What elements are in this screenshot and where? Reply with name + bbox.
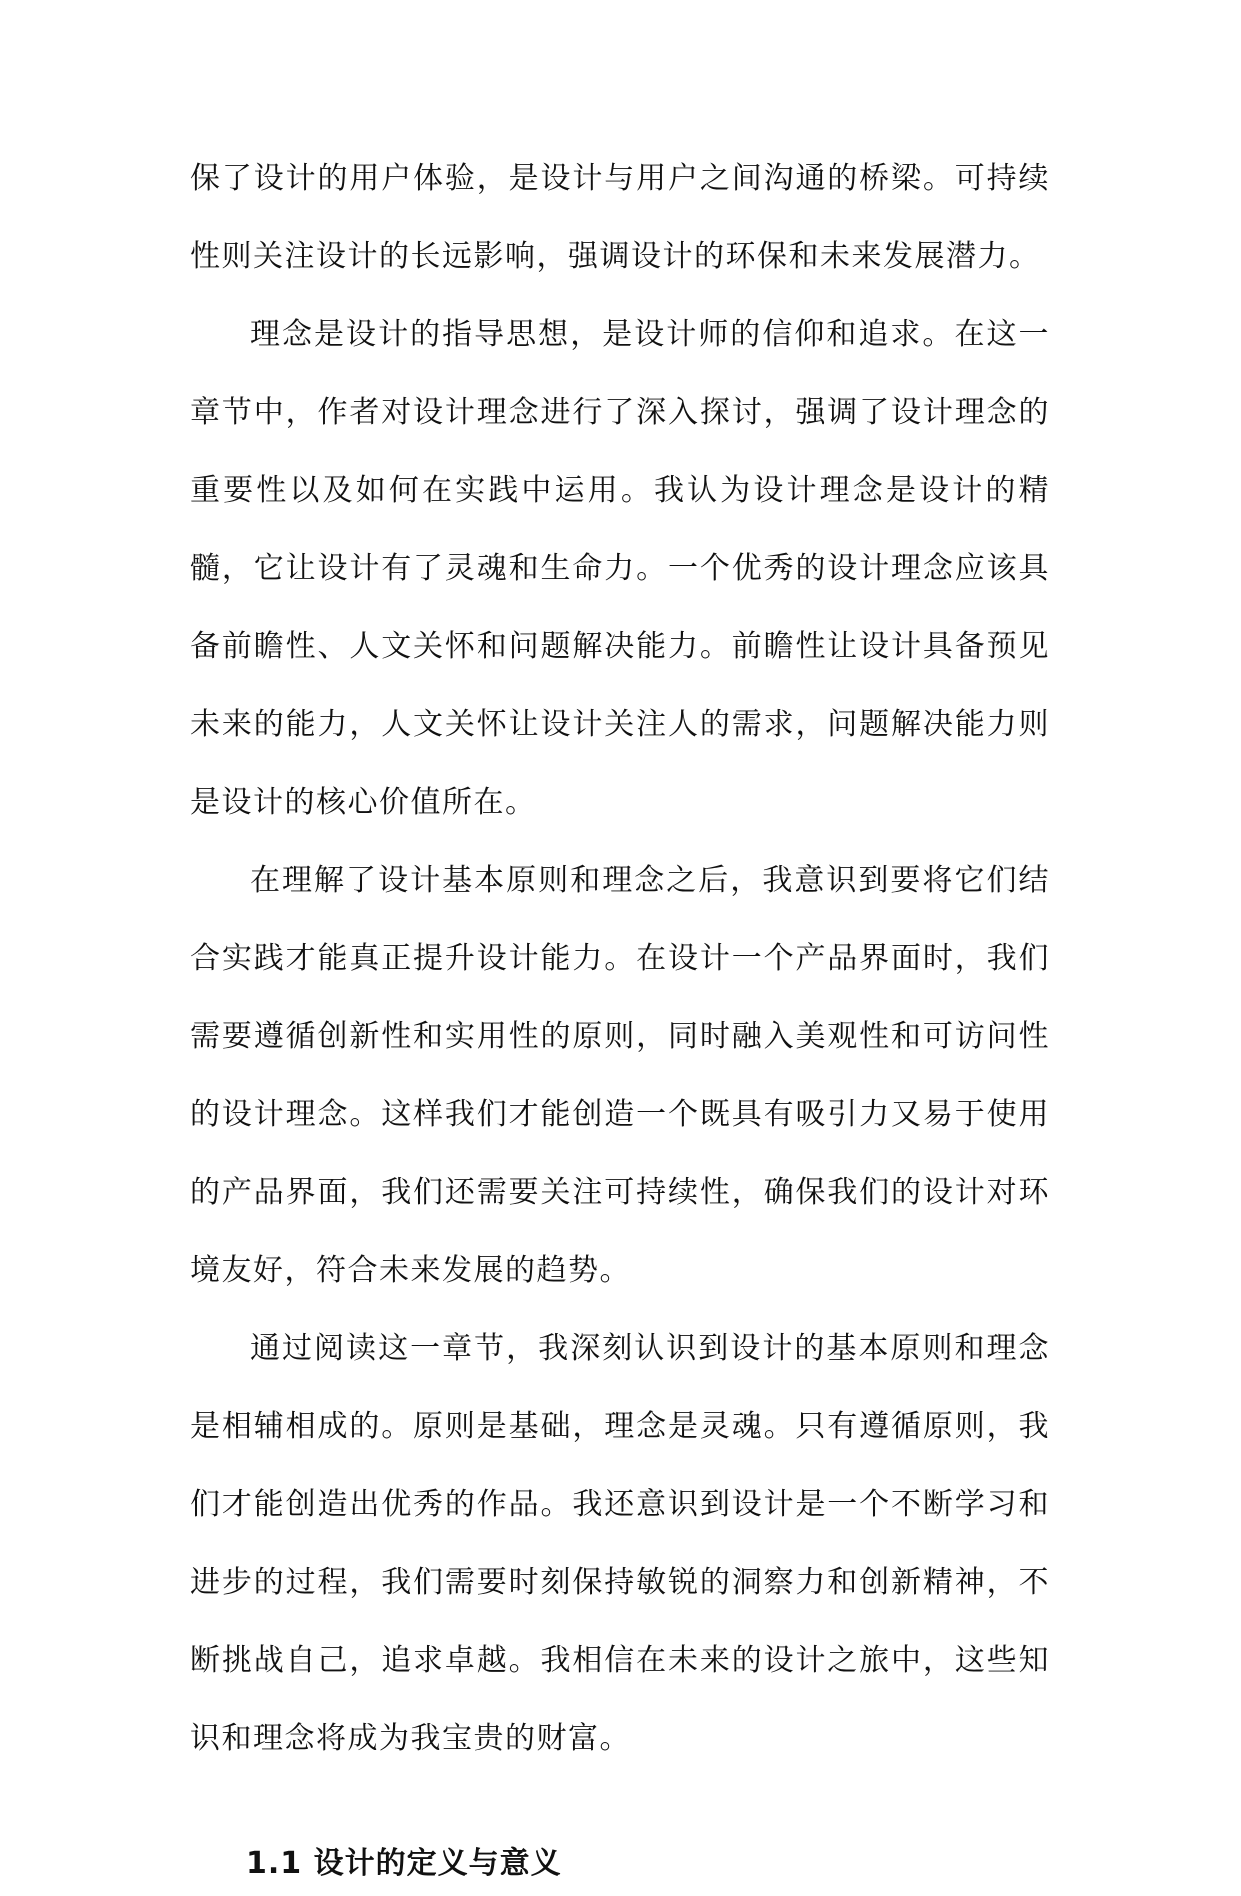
paragraph-2: 理念是设计的指导思想，是设计师的信仰和追求。在这一章节中，作者对设计理念进行了深入探讨，强调了设计理念的重要性以及如何在实践中运用。我认为设计理念是设计的精髓，它让设计有了灵魂和生命力。一个优秀的设计理念应该具备前瞻性、人文关怀和问题解决能力。前瞻性让设计具备预见未来的能力，人文关怀让设计关注人的需求，问题解决能力则是设计的核心价值所在。 <box>190 317 1050 820</box>
paragraph-1: 保了设计的用户体验，是设计与用户之间沟通的桥梁。可持续性则关注设计的长远影响，强调设计的环保和未来发展潜力。 <box>190 161 1050 274</box>
paragraph-3: 在理解了设计基本原则和理念之后，我意识到要将它们结合实践才能真正提升设计能力。在设计一个产品界面时，我们需要遵循创新性和实用性的原则，同时融入美观性和可访问性的设计理念。这样我们才能创造一个既具有吸引力又易于使用的产品界面，我们还需要关注可持续性，确保我们的设计对环境友好，符合未来发展的趋势。 <box>190 863 1050 1288</box>
section-heading: 1.1 设计的定义与意义 <box>246 1846 562 1881</box>
page-body <box>190 140 1050 1896</box>
paragraph-4: 通过阅读这一章节，我深刻认识到设计的基本原则和理念是相辅相成的。原则是基础，理念是灵魂。只有遵循原则，我们才能创造出优秀的作品。我还意识到设计是一个不断学习和进步的过程，我们需要时刻保持敏锐的洞察力和创新精神，不断挑战自己，追求卓越。我相信在未来的设计之旅中，这些知识和理念将成为我宝贵的财富。 <box>190 1331 1050 1756</box>
